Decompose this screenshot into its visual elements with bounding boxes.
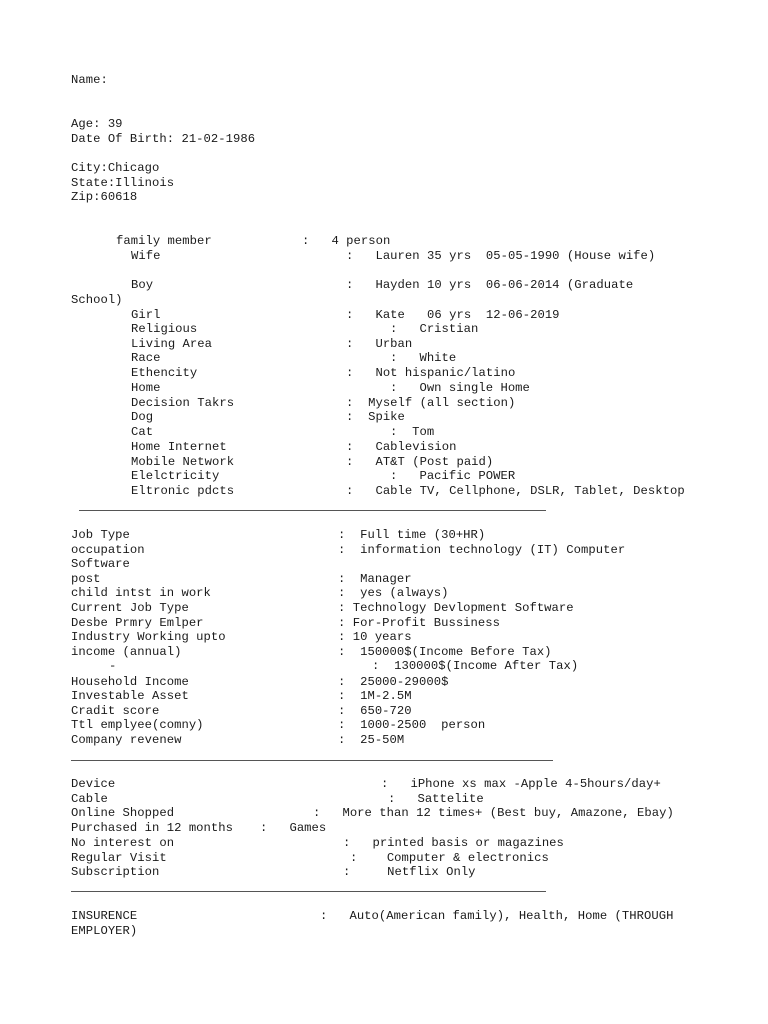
job-row-value: : Manager [338, 572, 412, 586]
job-row-value: : 10 years [338, 630, 412, 644]
section-divider [71, 891, 546, 892]
family-row-label: Girl [131, 308, 161, 322]
family-row-value: : Not hispanic/latino [346, 366, 516, 380]
section-divider [71, 760, 553, 761]
job-row-label: Household Income [71, 675, 189, 689]
job-row-label: income (annual) [71, 645, 182, 659]
shopping-row-label: Purchased in 12 months [71, 821, 234, 835]
shopping-row-value: : iPhone xs max -Apple 4-5hours/day+ [381, 777, 661, 791]
job-row-label: child intst in work [71, 586, 211, 600]
shopping-row-label: Online Shopped [71, 806, 175, 820]
job-row-value: : 130000$(Income After Tax) [372, 659, 579, 673]
job-row-label: Current Job Type [71, 601, 189, 615]
family-row-value: : Cristian [390, 322, 479, 336]
job-row-value: : 1000-2500 person [338, 718, 486, 732]
shopping-row-label: Subscription [71, 865, 160, 879]
family-row-value: : Hayden 10 yrs 06-06-2014 (Graduate [346, 278, 634, 292]
family-row-value: : Pacific POWER [390, 469, 516, 483]
family-header-label: family member [116, 234, 212, 248]
job-row-value: : 25-50M [338, 733, 405, 747]
family-row-label: Dog [131, 410, 154, 424]
family-row-wrap: School) [71, 293, 123, 307]
family-row-value: : Tom [390, 425, 435, 439]
job-row-value: : Full time (30+HR) [338, 528, 486, 542]
family-row-value: : Cable TV, Cellphone, DSLR, Tablet, Desktop [346, 484, 685, 498]
job-row-label: Ttl emplyee(comny) [71, 718, 204, 732]
family-row-label: Living Area [131, 337, 213, 351]
family-row-value: : Myself (all section) [346, 396, 516, 410]
family-row-value: : Cablevision [346, 440, 457, 454]
family-row-label: Home Internet [131, 440, 227, 454]
family-row-value: : Lauren 35 yrs 05-05-1990 (House wife) [346, 249, 656, 263]
family-row-label: Religious [131, 322, 198, 336]
family-row-label: Eltronic pdcts [131, 484, 235, 498]
job-row-label: Industry Working upto [71, 630, 226, 644]
family-row-label: Race [131, 351, 161, 365]
family-header-value: : 4 person [302, 234, 391, 248]
shopping-row-value: : Computer & electronics [350, 851, 549, 865]
job-row-label: Investable Asset [71, 689, 189, 703]
job-row-value: : 150000$(Income Before Tax) [338, 645, 552, 659]
section-divider [79, 510, 546, 511]
dob-line: Date Of Birth: 21-02-1986 [71, 132, 256, 146]
state-line: State:Illinois [71, 176, 175, 190]
zip-line: Zip:60618 [71, 190, 138, 204]
family-row-label: Decision Takrs [131, 396, 235, 410]
shopping-row-value: : printed basis or magazines [343, 836, 564, 850]
job-row-wrap: Software [71, 557, 130, 571]
job-row-value: : 1M-2.5M [338, 689, 412, 703]
family-row-label: Ethencity [131, 366, 198, 380]
family-row-value: : White [390, 351, 457, 365]
job-row-label: Cradit score [71, 704, 160, 718]
shopping-row-label: No interest on [71, 836, 175, 850]
shopping-row-label: Cable [71, 792, 108, 806]
family-row-label: Wife [131, 249, 161, 263]
job-row-label: occupation [71, 543, 145, 557]
shopping-row-value: : Sattelite [388, 792, 484, 806]
family-row-label: Boy [131, 278, 154, 292]
insurance-value: : Auto(American family), Health, Home (THROUGH [320, 909, 674, 923]
job-row-label: Company revenew [71, 733, 182, 747]
family-row-value: : Urban [346, 337, 413, 351]
name-line: Name: [71, 73, 108, 87]
family-row-value: : AT&T (Post paid) [346, 455, 494, 469]
family-row-label: Mobile Network [131, 455, 235, 469]
job-row-label: Job Type [71, 528, 130, 542]
shopping-row-label: Device [71, 777, 116, 791]
job-row-label: post [71, 572, 101, 586]
job-row-value: : yes (always) [338, 586, 449, 600]
family-row-value: : Own single Home [390, 381, 530, 395]
job-row-value: : Technology Devlopment Software [338, 601, 574, 615]
job-row-value: : 650-720 [338, 704, 412, 718]
family-row-label: Home [131, 381, 161, 395]
shopping-row-value: : More than 12 times+ (Best buy, Amazone, Ebay) [313, 806, 674, 820]
city-line: City:Chicago [71, 161, 160, 175]
job-row-label: - [109, 659, 117, 673]
family-row-label: Cat [131, 425, 154, 439]
family-row-value: : Spike [346, 410, 405, 424]
family-row-value: : Kate 06 yrs 12-06-2019 [346, 308, 560, 322]
job-row-value: : For-Profit Bussiness [338, 616, 501, 630]
shopping-row-value: : Netflix Only [343, 865, 476, 879]
shopping-row-value: : Games [260, 821, 327, 835]
job-row-value: : 25000-29000$ [338, 675, 449, 689]
job-row-label: Desbe Prmry Emlper [71, 616, 204, 630]
insurance-label: INSURENCE [71, 909, 138, 923]
age-line: Age: 39 [71, 117, 123, 131]
family-row-label: Elelctricity [131, 469, 220, 483]
job-row-value: : information technology (IT) Computer [338, 543, 626, 557]
insurance-wrap: EMPLOYER) [71, 924, 138, 938]
shopping-row-label: Regular Visit [71, 851, 167, 865]
